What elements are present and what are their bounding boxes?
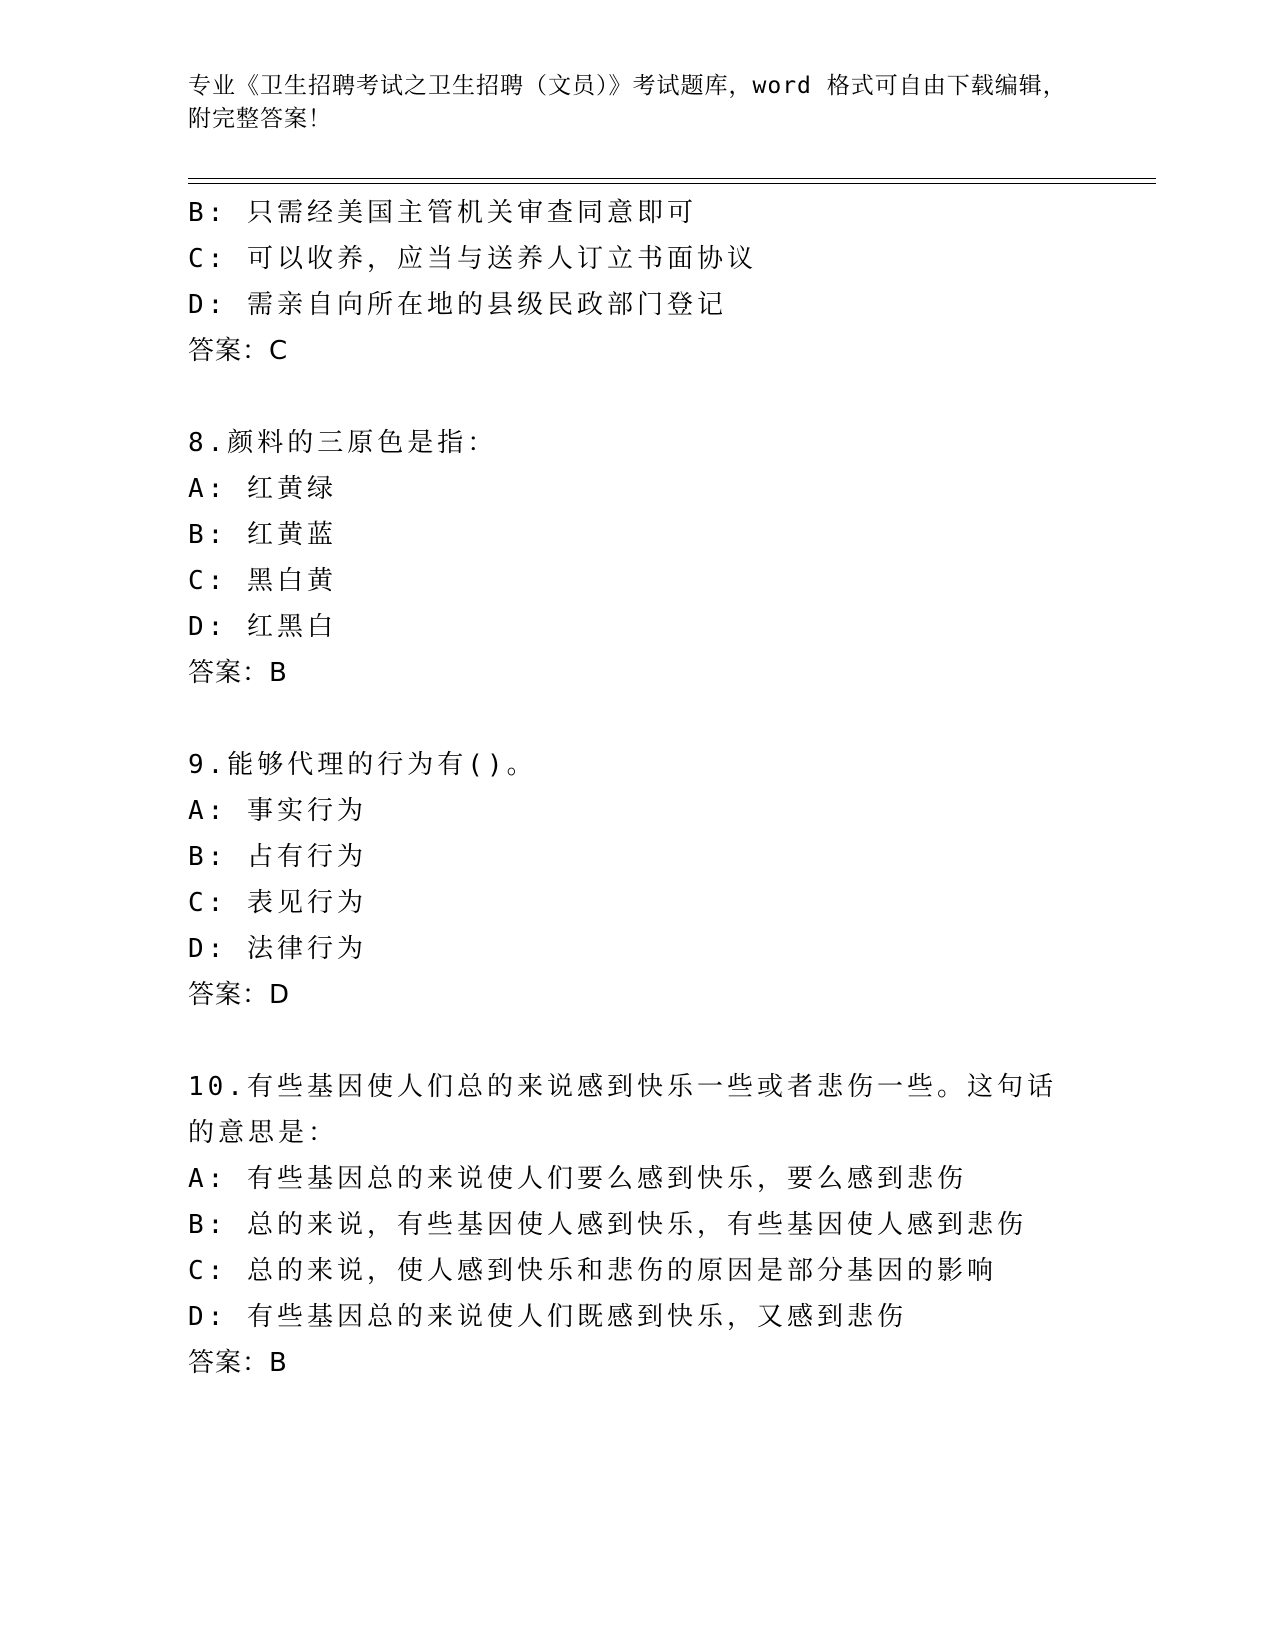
- option-d: D: 需亲自向所在地的县级民政部门登记: [188, 290, 727, 320]
- option-c: C: 可以收养，应当与送养人订立书面协议: [188, 244, 757, 274]
- option-c: C: 表见行为: [188, 888, 367, 918]
- option-d: D: 法律行为: [188, 934, 367, 964]
- question-9: [188, 742, 1088, 1018]
- option-b: B: 只需经美国主管机关审查同意即可: [188, 198, 697, 228]
- option-b: B: 总的来说，有些基因使人感到快乐，有些基因使人感到悲伤: [188, 1210, 1027, 1240]
- option-b: B: 占有行为: [188, 842, 367, 872]
- document-header: 专业《卫生招聘考试之卫生招聘（文员）》考试题库，word 格式可自由下载编辑，附完整答案！: [188, 73, 1067, 132]
- option-c: C: 总的来说，使人感到快乐和悲伤的原因是部分基因的影响: [188, 1256, 997, 1286]
- option-a: A: 事实行为: [188, 796, 367, 826]
- option-d: D: 有些基因总的来说使人们既感到快乐，又感到悲伤: [188, 1302, 907, 1332]
- option-d: D: 红黑白: [188, 612, 337, 642]
- option-b: B: 红黄蓝: [188, 520, 337, 550]
- answer-line: 答案：C: [188, 336, 289, 366]
- question-8: [188, 420, 1088, 696]
- question-list: [188, 190, 1088, 1386]
- question-text: 10.有些基因使人们总的来说感到快乐一些或者悲伤一些。这句话的意思是：: [188, 1072, 1057, 1148]
- question-7-tail: [188, 190, 1088, 374]
- option-a: A: 红黄绿: [188, 474, 337, 504]
- answer-line: 答案：D: [188, 980, 291, 1010]
- answer-line: 答案：B: [188, 658, 288, 688]
- header-divider-top: [188, 178, 1156, 179]
- header-divider-bottom: [188, 183, 1156, 184]
- question-text: 9.能够代理的行为有()。: [188, 750, 537, 780]
- option-c: C: 黑白黄: [188, 566, 337, 596]
- answer-line: 答案：B: [188, 1348, 288, 1378]
- question-text: 8.颜料的三原色是指：: [188, 428, 498, 458]
- question-10: [188, 1064, 1088, 1386]
- option-a: A: 有些基因总的来说使人们要么感到快乐，要么感到悲伤: [188, 1164, 967, 1194]
